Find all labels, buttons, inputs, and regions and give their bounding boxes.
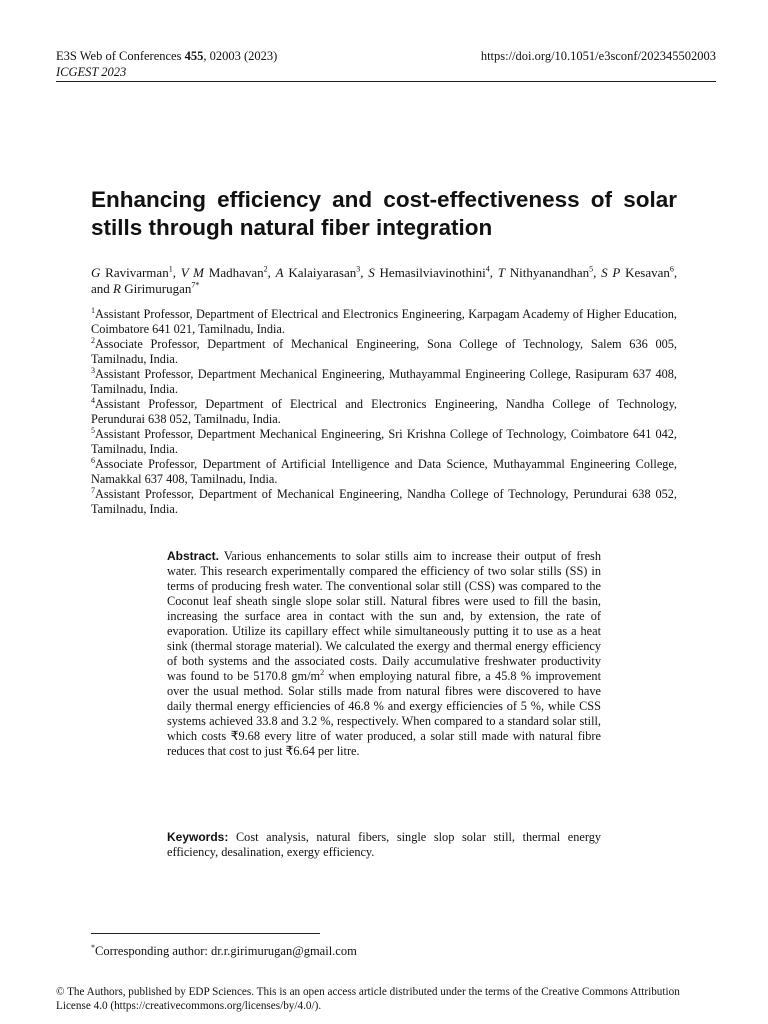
journal-volume: 455 (184, 49, 204, 63)
doi-link[interactable]: https://doi.org/10.1051/e3sconf/202345502003 (480, 49, 716, 63)
keywords-text: Cost analysis, natural fibers, single slop solar still, thermal energy efficiency, desalination, exergy efficiency. (167, 830, 601, 859)
affiliation: $^3$Assistant Professor, Department Mechanical Engineering, Muthayammal Engineering College, Rasipuram 637 408, Tamilnadu, India. (91, 365, 677, 396)
affiliation-list (91, 307, 677, 517)
author: V M Madhavan$^2$, (180, 264, 276, 280)
author: T Nithyanandhan$^5$, (497, 264, 602, 280)
keywords (167, 830, 601, 860)
corresponding-author-footnote (91, 944, 357, 959)
unit-superscript: 2 (320, 667, 325, 677)
affiliation: $^6$Associate Professor, Department of Artificial Intelligence and Data Science, Muthayammal Engineering College, Namakkal 637 408, Tamilnadu, India. (91, 455, 677, 486)
author: S P Kesavan$^6$, and (91, 264, 678, 296)
abstract (167, 549, 601, 759)
header-divider (56, 81, 716, 82)
footnote-mark: * (91, 942, 95, 952)
paper-title: Enhancing efficiency and cost-effectiveness of solar stills through natural fiber integration (91, 187, 677, 240)
journal-suffix: , 02003 (2023) (203, 49, 278, 63)
affiliation: $^4$Assistant Professor, Department of Electrical and Electronics Engineering, Nandha College of Technology, Perundurai 638 052, Tamilnadu, India. (91, 395, 677, 426)
journal-prefix: E3S Web of Conferences (56, 49, 185, 63)
abstract-label: Abstract. (167, 549, 220, 563)
abstract-text-continued: when employing natural fibre, a 45.8 % improvement over the usual method. Solar stills made from natural fibres were discovered to have daily thermal energy efficiencies of 46.8 % and exergy efficiencies of 5 %, while CSS systems achieved 33.8 and 3.2 %, respectively. When compared to a standard solar still, which costs ₹9.68 every litre of water produced, a solar still made with natural fibre reduces that cost to just ₹6.64 per litre. (167, 669, 601, 758)
keywords-label: Keywords: (167, 830, 229, 844)
journal-citation (56, 48, 277, 64)
footnote-text: Corresponding author: dr.r.girimurugan@gmail.com (95, 944, 357, 958)
affiliation: $^5$Assistant Professor, Department Mechanical Engineering, Sri Krishna College of Technology, Coimbatore 641 042, Tamilnadu, India. (91, 425, 677, 456)
affiliation: $^2$Associate Professor, Department of Mechanical Engineering, Sona College of Technology, Salem 636 005, Tamilnadu, India. (91, 335, 677, 366)
abstract-text: Various enhancements to solar stills aim to increase their output of fresh water. This research experimentally compared the efficiency of two solar stills (SS) in terms of producing fresh water. The conventional solar still (CSS) was compared to the Coconut leaf sheath single slope solar still. Natural fibres were used to fill the basin, increasing the surface area in contact with the sun and, by extension, the rate of evaporation. Utilize its capillary effect while simultaneously putting it to use as a heat sink (thermal storage material). We calculated the exergy and thermal energy efficiency of both systems and the associated costs. Daily accumulative freshwater productivity was found to be 5170.8 gm/m (167, 549, 601, 683)
author: G Ravivarman$^1$, (91, 264, 181, 280)
proceedings-name: ICGEST 2023 (56, 65, 127, 79)
author: R Girimurugan$^{7*}$ (113, 280, 200, 296)
footnote-divider (91, 933, 320, 934)
license-notice: © The Authors, published by EDP Sciences. This is an open access article distributed under the terms of the Creative Commons Attribution License 4.0 (https://creativecommons.org/licenses/by/4.0/). (56, 986, 680, 1012)
author: S Hemasilviavinothini$^4$, (368, 264, 498, 280)
author: A Kalaiyarasan$^3$, (275, 264, 369, 280)
affiliation: $^7$Assistant Professor, Department of Mechanical Engineering, Nandha College of Technology, Perundurai 638 052, Tamilnadu, India. (91, 485, 677, 516)
author-list (91, 265, 677, 297)
affiliation: $^1$Assistant Professor, Department of Electrical and Electronics Engineering, Karpagam Academy of Higher Education, Coimbatore 641 021, Tamilnadu, India. (91, 305, 677, 336)
